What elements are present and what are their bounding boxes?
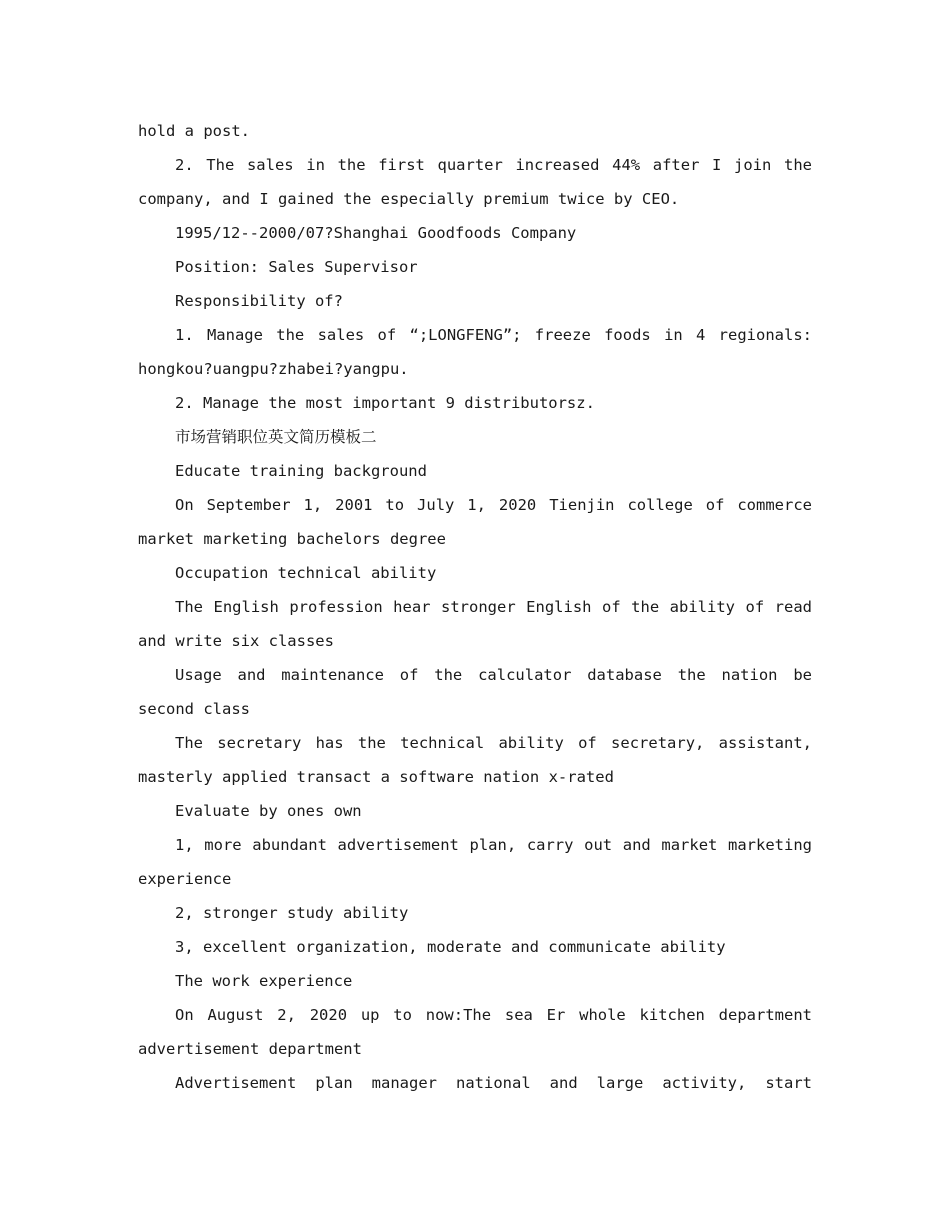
text-line: On September 1, 2001 to July 1, 2020 Tienjin college of commerce <box>175 496 812 514</box>
text-line: and write six classes <box>138 632 334 650</box>
text-line: 1. Manage the sales of “;LONGFENG”; freeze foods in 4 regionals: <box>175 326 812 344</box>
text-line: hongkou?uangpu?zhabei?yangpu. <box>138 360 409 378</box>
text-line: Evaluate by ones own <box>175 802 362 820</box>
text-line: hold a post. <box>138 122 250 140</box>
text-line: On August 2, 2020 up to now:The sea Er whole kitchen department <box>175 1006 812 1024</box>
text-line: 2. The sales in the first quarter increased 44% after I join the <box>175 156 812 174</box>
text-line: Position: Sales Supervisor <box>175 258 418 276</box>
text-line: The secretary has the technical ability of secretary, assistant, <box>175 734 812 752</box>
document-body <box>138 118 812 1104</box>
text-line: 1, more abundant advertisement plan, carry out and market marketing <box>175 836 812 854</box>
text-line: 1995/12--2000/07?Shanghai Goodfoods Company <box>175 224 577 242</box>
text-line: company, and I gained the especially premium twice by CEO. <box>138 190 680 208</box>
text-line: second class <box>138 700 250 718</box>
text-line: Usage and maintenance of the calculator database the nation be <box>175 666 812 684</box>
text-line: experience <box>138 870 232 888</box>
section-heading: 市场营销职位英文简历模板二 <box>175 428 377 446</box>
text-line: The work experience <box>175 972 353 990</box>
text-line: advertisement department <box>138 1040 362 1058</box>
text-line: Educate training background <box>175 462 427 480</box>
text-line: Occupation technical ability <box>175 564 437 582</box>
text-line: 2, stronger study ability <box>175 904 409 922</box>
text-line: 2. Manage the most important 9 distributorsz. <box>175 394 595 412</box>
text-line: Advertisement plan manager national and large activity, start <box>175 1074 812 1092</box>
text-line: Responsibility of? <box>175 292 343 310</box>
text-line: market marketing bachelors degree <box>138 530 446 548</box>
text-line: masterly applied transact a software nation x-rated <box>138 768 614 786</box>
text-line: 3, excellent organization, moderate and communicate ability <box>175 938 726 956</box>
text-line: The English profession hear stronger English of the ability of read <box>175 598 812 616</box>
